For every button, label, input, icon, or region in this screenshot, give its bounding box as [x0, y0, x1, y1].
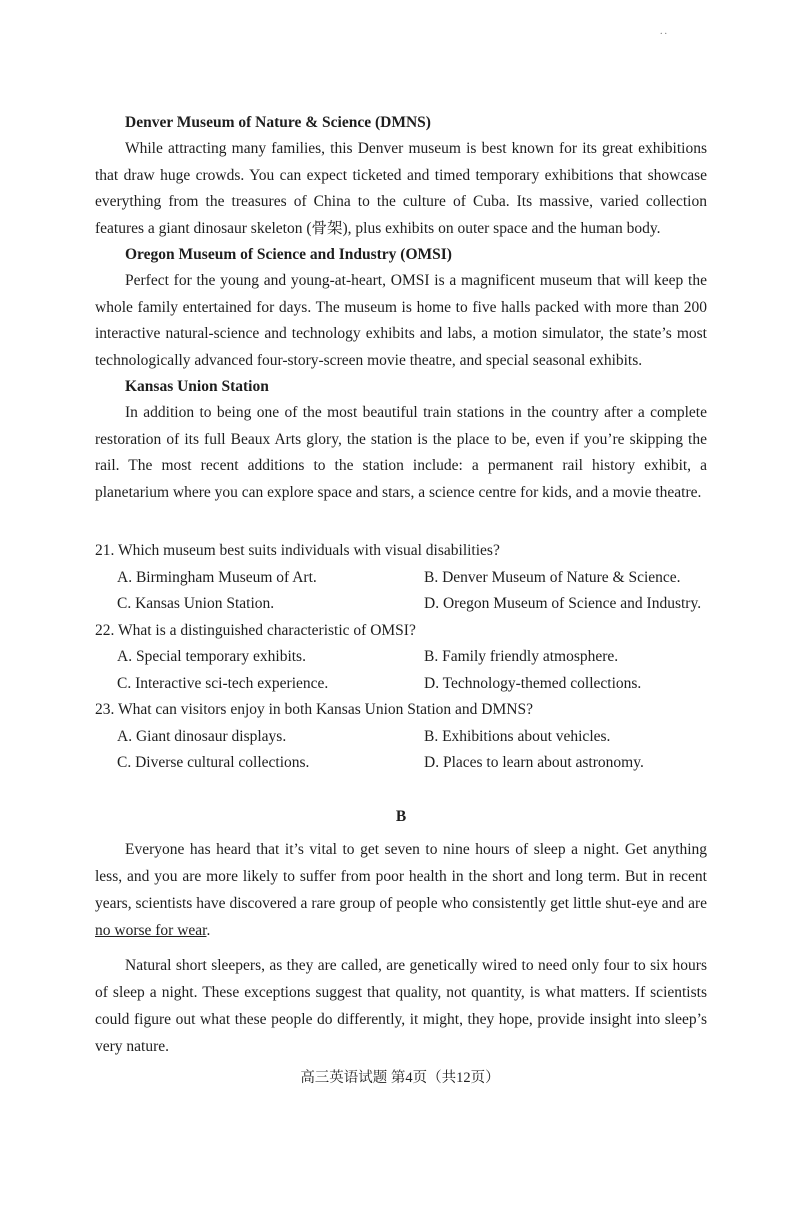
museum-heading: Oregon Museum of Science and Industry (OMSI) — [125, 246, 452, 263]
museum-section-omsi — [95, 242, 707, 374]
museum-section-kansas — [95, 374, 707, 506]
answer-options — [95, 565, 707, 618]
museum-description: In addition to being one of the most beautiful train stations in the country after a complete restoration of its full Beaux Arts glory, the station is the place to be, even if you’re skipping the rail. The most recent additions to the station include: a permanent rail history exhibit, a planetarium where you can explore space and stars, a science centre for kids, and a movie theatre. — [95, 404, 707, 501]
question-22 — [95, 618, 707, 698]
section-label: B — [395, 808, 407, 825]
option-c: C. Interactive sci-tech experience. — [117, 674, 329, 692]
option-a: A. Special temporary exhibits. — [117, 648, 306, 665]
museum-description: While attracting many families, this Denver museum is best known for its great exhibitions that draw huge crowds. You can expect ticketed and timed temporary exhibitions that showcase everything from the treasures of China to the culture of Cuba. Its massive, varied collection features a giant dinosaur skeleton (骨架), plus exhibits on outer space and the human body. — [95, 140, 707, 237]
museum-section-dmns — [95, 110, 707, 242]
page-footer: 高三英语试题 第4页（共12页） — [300, 1070, 500, 1086]
option-c: C. Diverse cultural collections. — [117, 754, 310, 771]
museum-heading: Denver Museum of Nature & Science (DMNS) — [125, 114, 431, 131]
option-b: B. Family friendly atmosphere. — [424, 648, 619, 665]
option-c: C. Kansas Union Station. — [117, 595, 275, 612]
option-a: A. Birmingham Museum of Art. — [117, 568, 317, 586]
museum-heading: Kansas Union Station — [125, 378, 269, 395]
answer-options — [95, 724, 707, 777]
corner-mark: .. — [660, 26, 669, 37]
question-stem: 23. What can visitors enjoy in both Kansas Union Station and DMNS? — [95, 701, 533, 718]
question-stem: 21. Which museum best suits individuals with visual disabilities? — [95, 542, 500, 559]
option-d: D. Oregon Museum of Science and Industry. — [424, 595, 702, 612]
option-b: B. Exhibitions about vehicles. — [424, 727, 611, 745]
option-b: B. Denver Museum of Nature & Science. — [424, 568, 681, 586]
question-stem: 22. What is a distinguished characteristic of OMSI? — [95, 621, 416, 639]
passage-b — [95, 804, 707, 1068]
option-d: D. Technology-themed collections. — [424, 674, 642, 692]
question-21 — [95, 538, 707, 618]
passage-a — [95, 110, 707, 506]
passage-b-paragraph-1 — [95, 836, 707, 944]
option-d: D. Places to learn about astronomy. — [424, 754, 644, 771]
passage-b-paragraph-2: Natural short sleepers, as they are called, are genetically wired to need only four to six hours of sleep a night. These exceptions suggest that quality, not quantity, is what matters. If scientists could figure out what these people do differently, it might, they hope, provide insight into sleep’s very nature. — [95, 957, 707, 1055]
option-a: A. Giant dinosaur displays. — [117, 727, 287, 745]
answer-options — [95, 644, 707, 697]
museum-description: Perfect for the young and young-at-heart, OMSI is a magnificent museum that will keep the whole family entertained for days. The museum is home to five halls packed with more than 200 interactive natural-science and technology exhibits and labs, a motion simulator, the state’s most technologically advanced four-story-screen movie theatre, and special seasonal exhibits. — [95, 272, 707, 369]
question-23 — [95, 697, 707, 777]
question-block — [95, 538, 707, 777]
paragraph-text: Everyone has heard that it’s vital to get seven to nine hours of sleep a night. Get anything less, and you are more likely to suffer from poor health in the short and long term. But in recent years, scientists have discovered a rare group of people who consistently get little shut-eye and are — [95, 841, 707, 912]
underlined-phrase: no worse for wear — [95, 922, 207, 939]
paragraph-text: . — [206, 922, 211, 939]
